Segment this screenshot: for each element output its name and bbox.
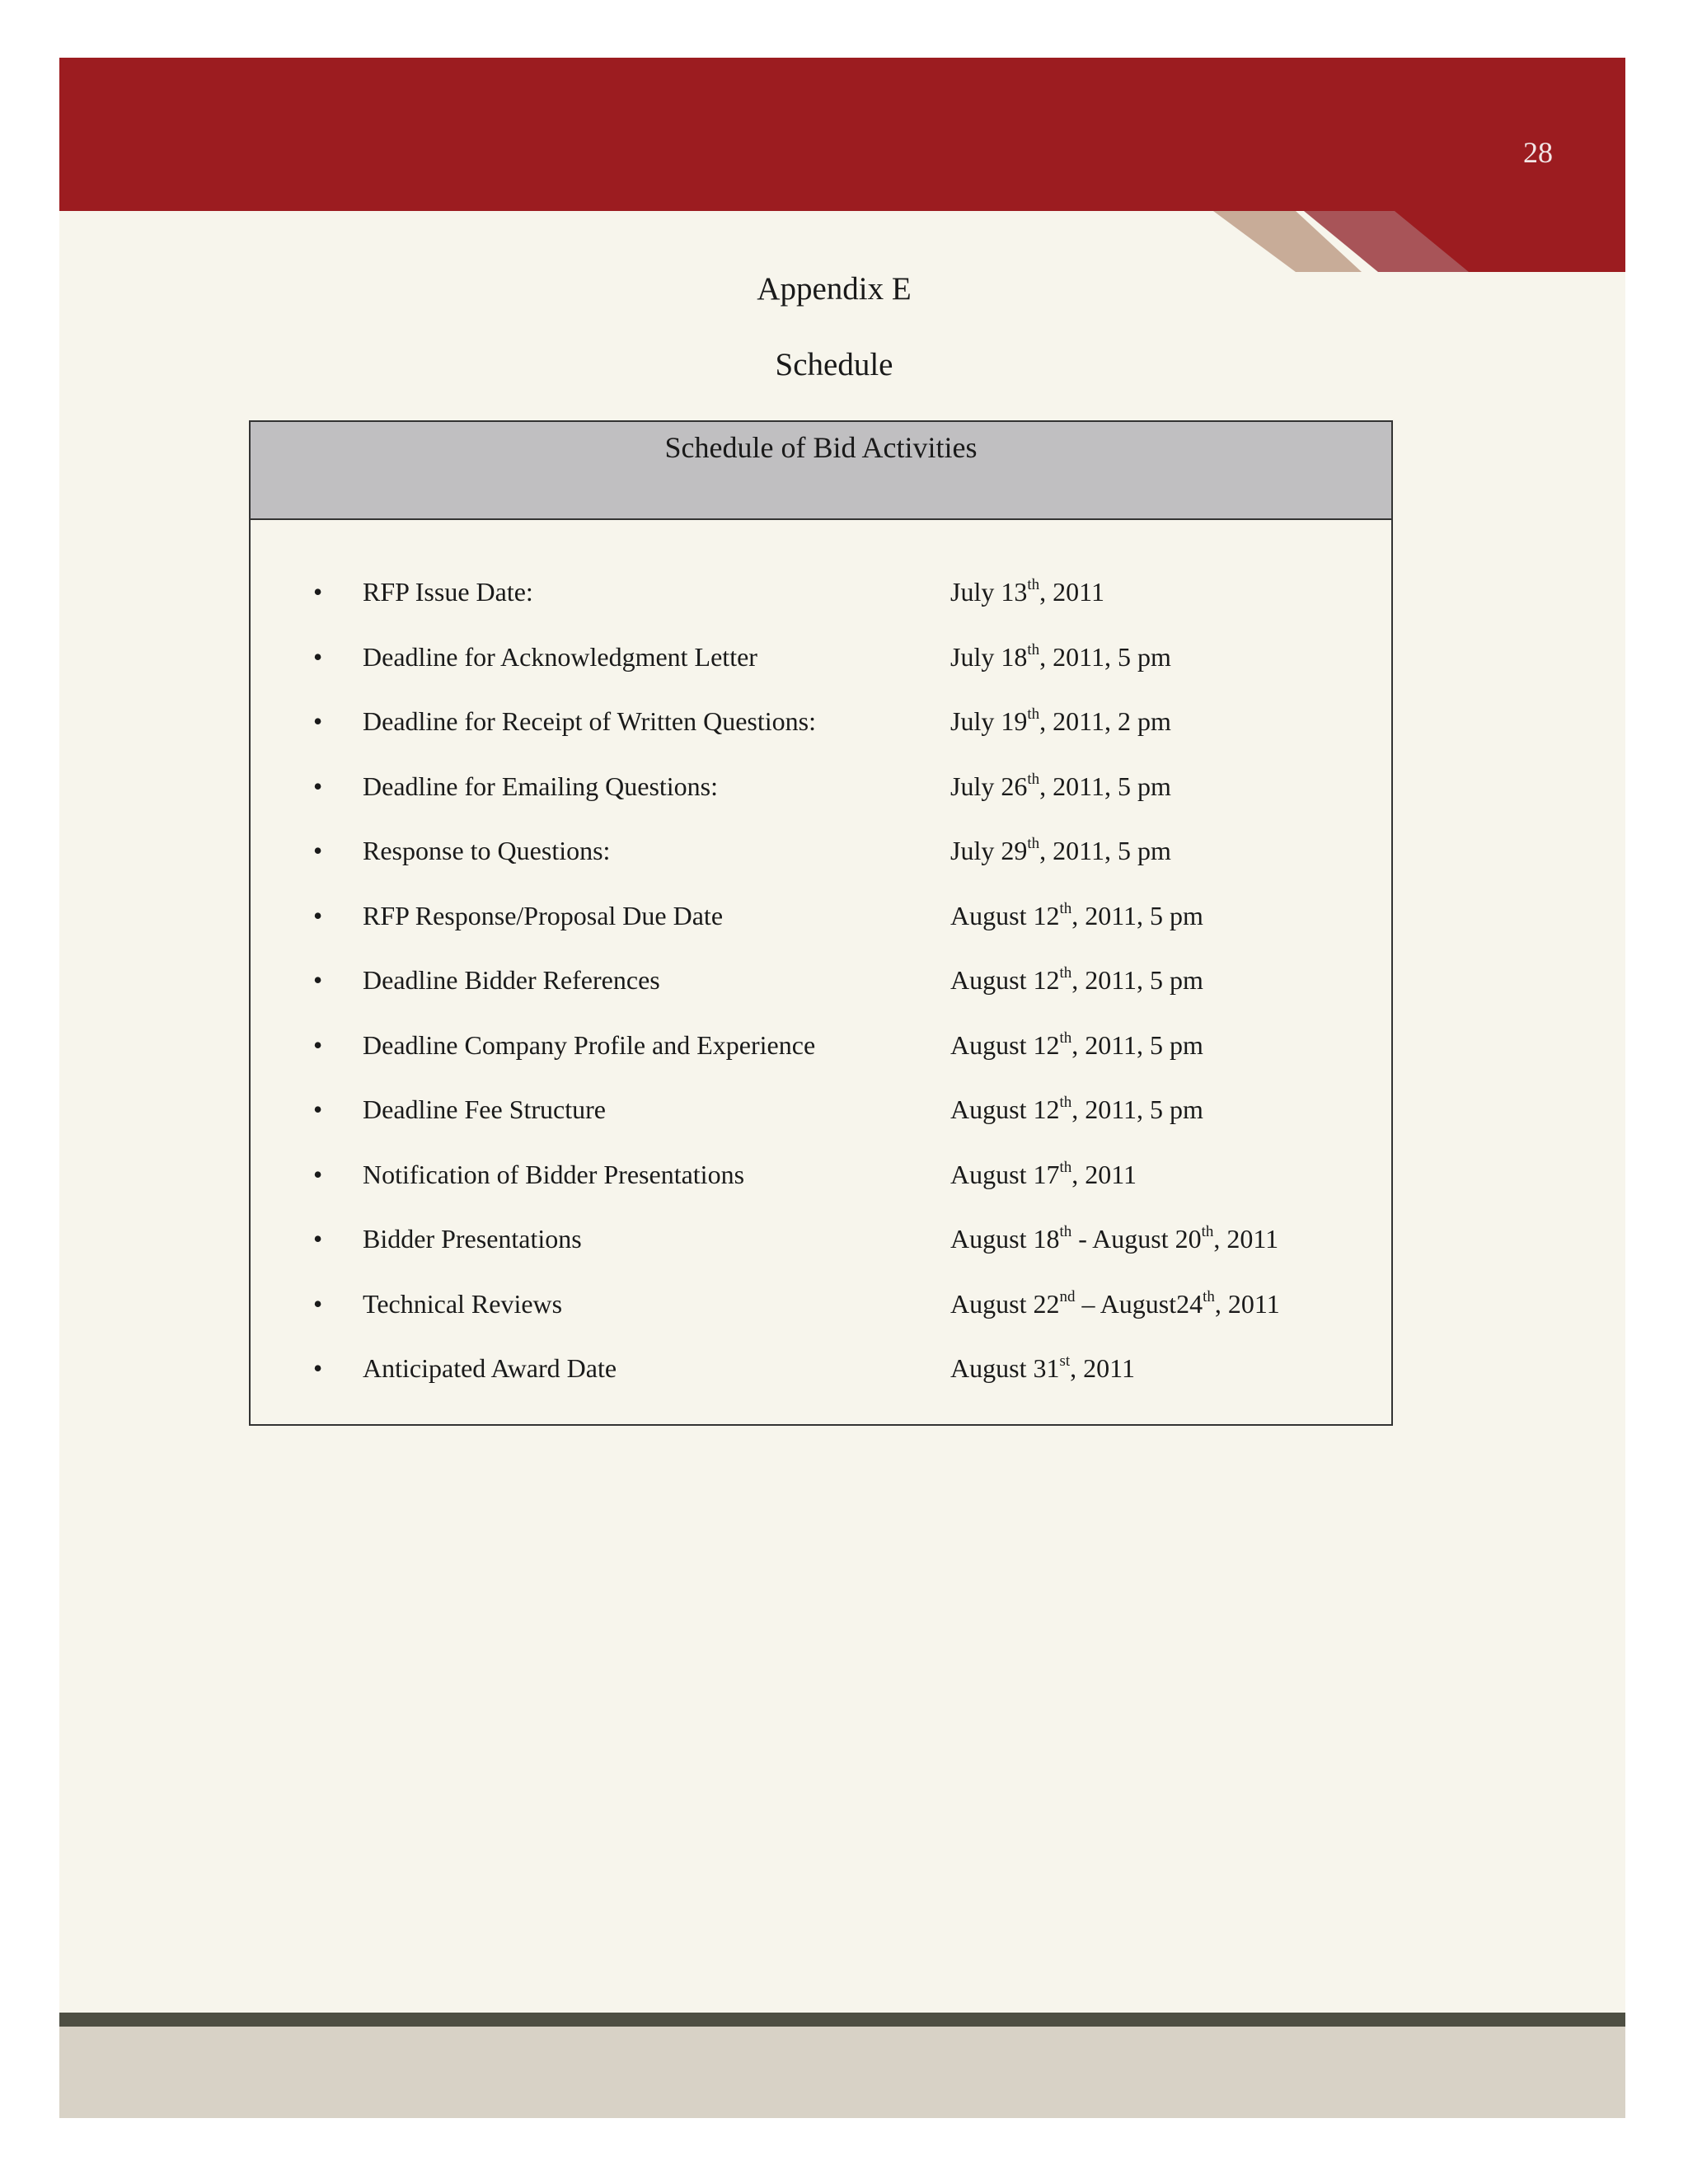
activity-date: August 17th, 2011: [950, 1158, 1137, 1189]
activity-date: August 12th, 2011, 5 pm: [950, 899, 1203, 930]
list-item: [251, 836, 1391, 901]
activity-label: Anticipated Award Date: [363, 1353, 617, 1383]
bullet-icon: •: [313, 706, 323, 736]
activity-label: Deadline Company Profile and Experience: [363, 1029, 816, 1060]
bullet-icon: •: [313, 1029, 323, 1060]
list-item: [251, 901, 1391, 966]
bullet-icon: •: [313, 771, 323, 801]
list-item: [251, 1353, 1391, 1418]
activity-label: Bidder Presentations: [363, 1224, 582, 1254]
activity-label: Technical Reviews: [363, 1288, 563, 1319]
activity-list: [251, 577, 1391, 1418]
list-item: [251, 1224, 1391, 1289]
activity-label: Deadline for Emailing Questions:: [363, 771, 719, 801]
document-page: [59, 58, 1625, 2118]
activity-label: Response to Questions:: [363, 836, 611, 865]
footer-rule: [59, 2013, 1625, 2027]
bullet-icon: •: [313, 1353, 323, 1383]
activity-date: August 22nd – August24th, 2011: [950, 1287, 1280, 1319]
activity-label: Notification of Bidder Presentations: [363, 1159, 745, 1189]
bullet-icon: •: [313, 1094, 323, 1124]
bullet-icon: •: [313, 1224, 323, 1254]
bullet-icon: •: [313, 836, 323, 865]
list-item: [251, 1030, 1391, 1095]
page-number: 28: [1523, 136, 1553, 169]
activity-date: July 18th, 2011, 5 pm: [950, 640, 1171, 672]
activity-date: August 18th - August 20th, 2011: [950, 1223, 1279, 1254]
list-item: [251, 1094, 1391, 1160]
activity-label: Deadline for Receipt of Written Questions:: [363, 706, 816, 736]
activity-date: July 19th, 2011, 2 pm: [950, 705, 1171, 736]
activity-date: July 29th, 2011, 5 pm: [950, 835, 1171, 865]
activity-label: Deadline Bidder References: [363, 965, 660, 995]
activity-date: July 26th, 2011, 5 pm: [950, 770, 1171, 801]
header-decoration: [59, 58, 1625, 280]
list-item: [251, 965, 1391, 1030]
list-item: [251, 771, 1391, 837]
activity-date: July 13th, 2011: [950, 576, 1104, 607]
activity-date: August 31st, 2011: [950, 1352, 1135, 1383]
schedule-table-title: Schedule of Bid Activities: [664, 431, 978, 464]
list-item: [251, 642, 1391, 707]
schedule-table-header: [251, 422, 1391, 520]
schedule-heading: Schedule: [775, 347, 893, 382]
activity-label: Deadline for Acknowledgment Letter: [363, 641, 757, 672]
bullet-icon: •: [313, 965, 323, 995]
list-item: [251, 577, 1391, 642]
bullet-icon: •: [313, 900, 323, 930]
footer-band: [59, 2027, 1625, 2118]
activity-date: August 12th, 2011, 5 pm: [950, 1029, 1203, 1060]
bullet-icon: •: [313, 577, 323, 607]
list-item: [251, 1289, 1391, 1354]
list-item: [251, 706, 1391, 771]
activity-date: August 12th, 2011, 5 pm: [950, 1094, 1203, 1124]
bullet-icon: •: [313, 641, 323, 672]
activity-label: RFP Response/Proposal Due Date: [363, 900, 724, 930]
activity-label: Deadline Fee Structure: [363, 1094, 606, 1124]
schedule-table: [249, 420, 1393, 1426]
appendix-heading: Appendix E: [757, 271, 912, 307]
bullet-icon: •: [313, 1288, 323, 1319]
list-item: [251, 1160, 1391, 1225]
bullet-icon: •: [313, 1159, 323, 1189]
activity-date: August 12th, 2011, 5 pm: [950, 964, 1203, 995]
activity-label: RFP Issue Date:: [363, 577, 533, 607]
